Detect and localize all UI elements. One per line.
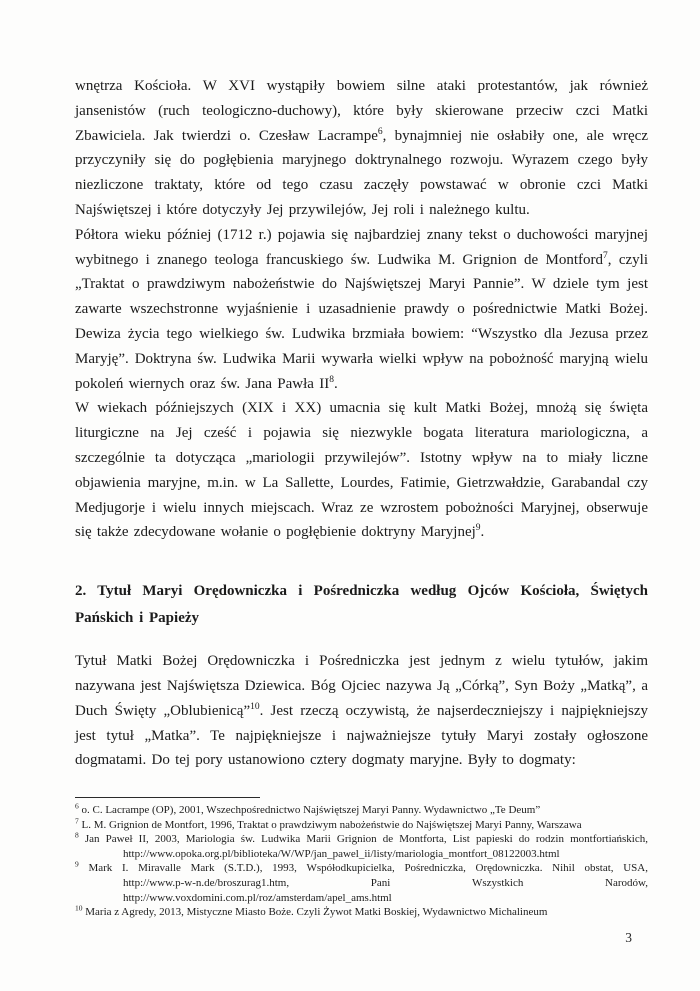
paragraph-2 xyxy=(75,223,648,397)
footnote-ref-9: 9 xyxy=(475,523,481,534)
section-heading: 2. Tytuł Maryi Orędowniczka i Pośredniczka według Ojców Kościoła, Świętych Pańskich i Papieży xyxy=(75,583,648,627)
footnote-7-text: L. M. Grignion de Montfort, 1996, Traktat o prawdziwym nabożeństwie do Najświętszej Maryi Panny, Warszawa xyxy=(81,818,582,831)
footnote-9 xyxy=(75,861,648,876)
paragraph-3-text-end: . xyxy=(480,524,485,541)
footnote-10-text: Maria z Agredy, 2013, Mistyczne Miasto Boże. Czyli Żywot Matki Boskiej, Wydawnictwo Michalineum xyxy=(85,906,548,919)
footnote-9-marker: 9 xyxy=(75,859,79,869)
footnote-8-url: http://www.opoka.org.pl/biblioteka/W/WP/jan_pawel_ii/listy/mariologia_montfort_08122003.html xyxy=(123,847,560,860)
footnote-8 xyxy=(75,832,648,847)
paragraph-1-text: wnętrza Kościoła. W XVI wystąpiły bowiem silne ataki protestantów, jak również jansenistów (ruch teologiczno-duchowy), które były skierowane przeciw czci Matki Zbawiciela. Jak twierdzi o. Czesław Lacrampe xyxy=(75,78,648,144)
paragraph-2-text: Półtora wieku później (1712 r.) pojawia się najbardziej znany tekst o duchowości maryjnej wybitnego i znanego teologa francuskiego św. Ludwika M. Grignion de Montford xyxy=(75,226,648,268)
footnote-9-url-2: http://www.voxdomini.com.pl/roz/amsterdam/apel_ams.html xyxy=(123,891,392,904)
footnote-10-marker: 10 xyxy=(75,903,83,913)
paragraph-4 xyxy=(75,649,648,773)
paragraph-4-text: Tytuł Matki Bożej Orędowniczka i Pośredniczka jest jednym z wielu tytułów, jakim nazywana jest Najświętsza Dziewica. Bóg Ojciec nazywa Ją „Córką”, Syn Boży „Matką”, a Duch Święty „Oblubienicą” xyxy=(75,653,648,719)
footnotes-section xyxy=(75,797,648,920)
footnote-ref-10: 10 xyxy=(250,701,260,712)
paragraph-3-text: W wiekach późniejszych (XIX i XX) umacnia się kult Matki Bożej, mnożą się święta liturgiczne na Jej cześć i pojawia się niezwykle bogata literatura mariologiczna, a szczególnie ta dotycząca „mariologii przywilejów”. Istotny wpływ na to miały liczne objawienia maryjne, m.in. w La Sallette, Lourdes, Fatimie, Gietrzwałdzie, Garabandal czy Medjugorje i wielu innych miejscach. Wraz ze wzrostem pobożności Maryjnej, obserwuje się także zdecydowane wołanie o pogłębienie doktryny Maryjnej xyxy=(75,400,648,541)
footnote-10 xyxy=(75,905,648,920)
footnote-6-text: o. C. Lacrampe (OP), 2001, Wszechpośrednictwo Najświętszej Maryi Panny. Wydawnictwo „Te Deum” xyxy=(81,804,541,816)
footnote-9-text: Mark I. Miravalle Mark (S.T.D.), 1993, Współodkupicielka, Pośredniczka, Orędowniczka. Nihil obstat, USA, xyxy=(88,862,648,875)
footnote-9-line2 xyxy=(123,876,648,891)
footnote-ref-6: 6 xyxy=(377,126,383,137)
footnote-9-line2-word-2: Wszystkich xyxy=(472,876,524,889)
footnote-9-url-1: http://www.p-w-n.de/broszurag1.htm, xyxy=(123,876,290,889)
paragraph-3 xyxy=(75,396,648,545)
document-body xyxy=(75,74,648,773)
footnote-7-marker: 7 xyxy=(75,815,79,825)
footnote-7 xyxy=(75,815,648,833)
paragraph-2-text-end: . xyxy=(333,375,338,392)
footnote-9-line2-word-1: Pani xyxy=(370,876,391,889)
page-number: 3 xyxy=(625,930,632,945)
footnote-6-marker: 6 xyxy=(75,801,79,811)
footnote-8-marker: 8 xyxy=(75,830,79,840)
footnote-9-line2-word-3: Narodów, xyxy=(605,876,648,889)
paragraph-1-text-cont: , bynajmniej nie osłabiły one, ale wręcz przyczyniły się do pogłębienia maryjnego doktrynalnego rozwoju. Wyrazem czego były niezliczone traktaty, które od tego czasu zaczęły powstawać w obronie czci Matki Najświętszej i które dotyczyły Jej przywilejów, Jej roli i należnego kultu. xyxy=(75,127,649,218)
footnote-6 xyxy=(75,803,648,818)
footnote-separator xyxy=(75,797,260,798)
footnote-8-text: Jan Paweł II, 2003, Mariologia św. Ludwika Marii Grignion de Montforta, List papieski do rodzin montfortiańskich, xyxy=(84,833,648,846)
footnote-ref-7: 7 xyxy=(603,250,608,261)
paragraph-1 xyxy=(75,74,648,223)
footnote-ref-8: 8 xyxy=(329,374,334,385)
paragraph-2-text-cont: , czyli „Traktat o prawdziwym nabożeństwie do Najświętszej Maryi Pannie”. W dziele tym jest zawarte wszechstronne wyjaśnienie i uzasadnienie prawdy o pośrednictwie Matki Bożej. Dewiza życia tego wielkiego św. Ludwika brzmiała bowiem: “Wszystko dla Jezusa przez Maryję”. Doktryna św. Ludwika Marii wywarła wielki wpływ na pobożność maryjną wielu pokoleń wiernych oraz św. Jana Pawła II xyxy=(75,251,648,392)
paragraph-4-text-cont: . Jest rzeczą oczywistą, że najserdeczniejszy i najpiękniejszy jest tytuł „Matka”. Te najpiękniejsze i najważniejsze tytuły Maryi zostały ogłoszone dogmatami. Do tej pory ustanowiono cztery dogmaty maryjne. Były to dogmaty: xyxy=(75,702,648,769)
